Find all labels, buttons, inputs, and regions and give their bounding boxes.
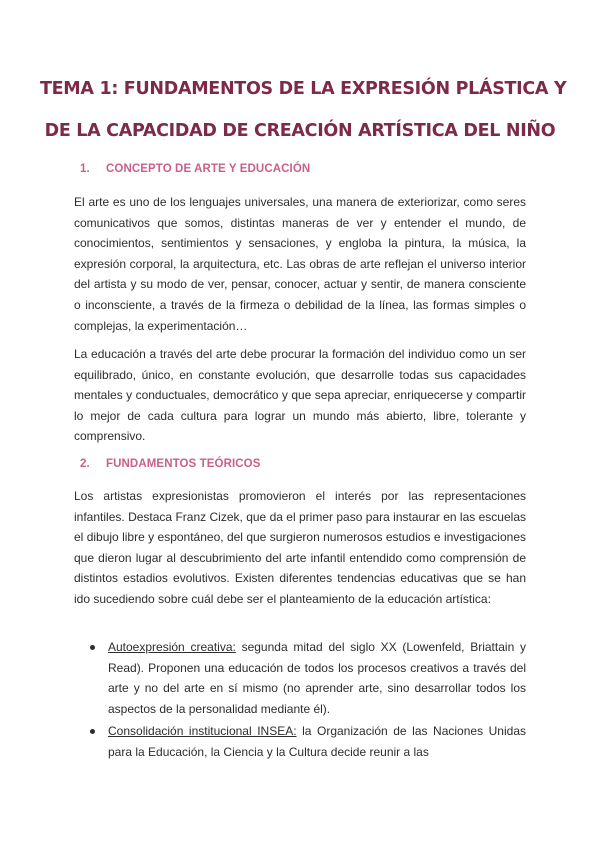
list-item bbox=[74, 637, 526, 719]
section-1-title: CONCEPTO DE ARTE Y EDUCACIÓN bbox=[106, 163, 311, 175]
document-title-line-1: TEMA 1: FUNDAMENTOS DE LA EXPRESIÓN PLÁSTICA Y bbox=[40, 79, 567, 99]
section-2-title: FUNDAMENTOS TEÓRICOS bbox=[106, 458, 261, 470]
bullet-list bbox=[74, 637, 526, 765]
bullet-text: la Organización de las Naciones Unidas para la Educación, la Ciencia y la Cultura decide reunir a las bbox=[108, 724, 526, 759]
bullet-text: segunda mitad del siglo XX (Lowenfeld, Briattain y Read). Proponen una educación de todos los procesos creativos a través del arte y no del arte en sí mismo (no aprender arte, sino desarrollar todos los aspectos de la personalidad mediante él). bbox=[108, 640, 526, 716]
bullet-term: Autoexpresión creativa: bbox=[108, 640, 236, 654]
section-1-paragraph-2: La educación a través del arte debe procurar la formación del individuo como un ser equilibrado, único, en constante evolución, que desarrolle todas sus capacidades mentales y conductuales, democrático y que sepa apreciar, enriquecerse y compartir lo mejor de cada cultura para lograr un mundo más abierto, libre, tolerante y comprensivo. bbox=[74, 347, 526, 444]
section-2-paragraph-1: Los artistas expresionistas promovieron el interés por las representaciones infantiles. Destaca Franz Cizek, que da el primer paso para instaurar en las escuelas el dibujo libre y espontáneo, del que surgieron numerosos estudios e investigaciones que dieron lugar al descubrimiento del arte infantil entendido como comprensión de distintos estadios evolutivos. Existen diferentes tendencias educativas que se han ido sucediendo sobre cuál debe ser el planteamiento de la educación artística: bbox=[74, 489, 526, 606]
section-1-paragraph-1: El arte es uno de los lenguajes universales, una manera de exteriorizar, como seres comunicativos que somos, distintas maneras de ver y entender el mundo, de conocimientos, sentimientos y sensaciones, y engloba la pintura, la música, la expresión corporal, la arquitectura, etc. Las obras de arte reflejan el universo interior del artista y su modo de ver, pensar, conocer, actuar y sentir, de manera consciente o inconsciente, a través de la firmeza o debilidad de la línea, las formas simples o complejas, la experimentación… bbox=[74, 195, 526, 333]
bullet-dot-icon bbox=[90, 729, 95, 734]
section-1-number: 1. bbox=[80, 163, 90, 175]
document-title-line-2: DE LA CAPACIDAD DE CREACIÓN ARTÍSTICA DEL NIÑO bbox=[44, 121, 556, 141]
section-2-number: 2. bbox=[80, 458, 90, 470]
list-item bbox=[74, 721, 526, 762]
bullet-term: Consolidación institucional INSEA: bbox=[108, 724, 297, 739]
bullet-dot-icon bbox=[90, 645, 95, 650]
section-2-heading bbox=[80, 458, 261, 470]
section-1-heading bbox=[80, 163, 310, 175]
